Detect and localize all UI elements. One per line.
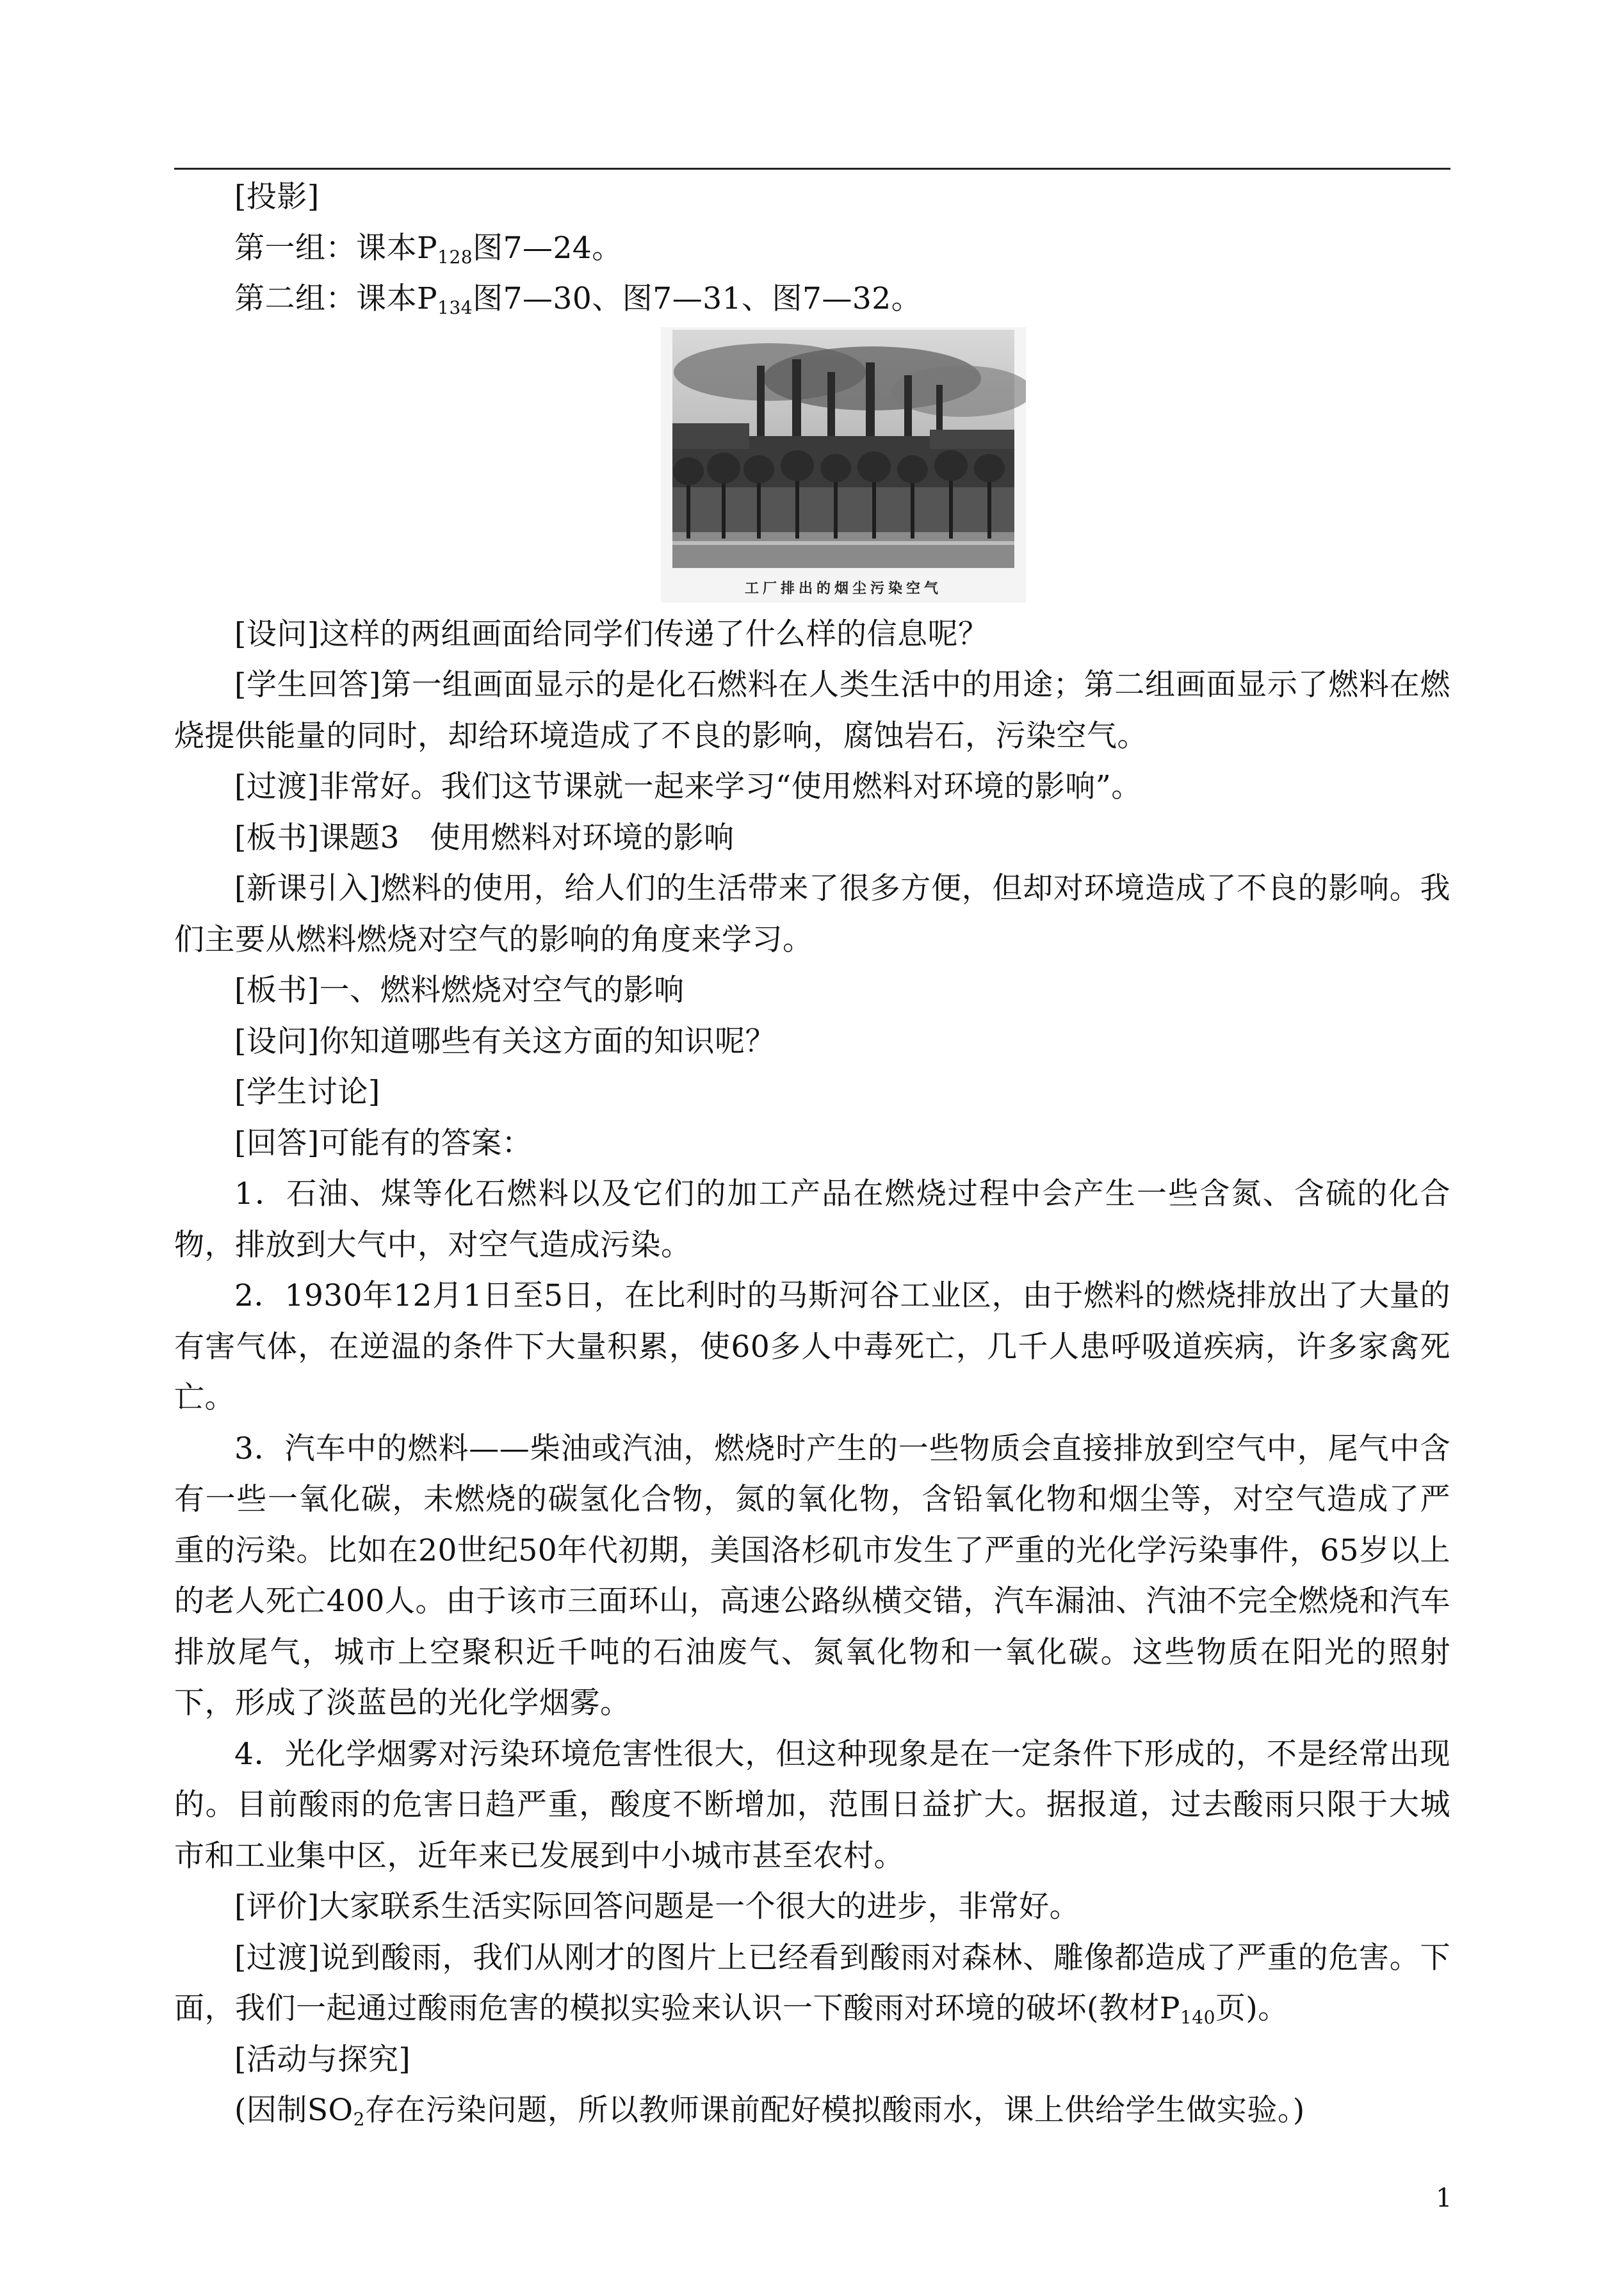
question-two-paragraph: [设问]你知道哪些有关这方面的知识呢？ — [234, 1023, 776, 1059]
header-rule — [174, 168, 1450, 170]
question-paragraph: [设问]这样的两组画面给同学们传递了什么样的信息呢？ — [234, 616, 989, 652]
group-two-line: 第二组：课本$P_{134}$图7—30、图7—31、图7—32。 — [234, 281, 922, 318]
student-answer-paragraph: [学生回答]第一组画面显示的是化石燃料在人类生活中的用途；第二组画面显示了燃料在燃烧提供能量的同时，却给环境造成了不良的影响，腐蚀岩石，污染空气。 — [174, 667, 1450, 754]
introduction-paragraph: [新课引入]燃料的使用，给人们的生活带来了很多方便，但却对环境造成了不良的影响。我们主要从燃料燃烧对空气的影响的角度来学习。 — [174, 871, 1450, 957]
answer-item-1: 1．石油、煤等化石燃料以及它们的加工产品在燃烧过程中会产生一些含氮、含硫的化合物，排放到大气中，对空气造成污染。 — [174, 1176, 1450, 1263]
note-paragraph: (因制$SO_2$存在污染问题，所以教师课前配好模拟酸雨水，课上供给学生做实验。) — [234, 2093, 1305, 2130]
answer-item-2: 2．1930年12月1日至5日，在比利时的马斯河谷工业区，由于燃料的燃烧排放出了大量的有害气体，在逆温的条件下大量积累，使60多人中毒死亡，几千人患呼吸道疾病，许多家禽死亡。 — [174, 1278, 1450, 1415]
transition-paragraph: [过渡]非常好。我们这节课就一起来学习“使用燃料对环境的影响”。 — [234, 769, 1142, 804]
activity-heading-paragraph: [活动与探究] — [234, 2041, 411, 2077]
answer-item-4: 4．光化学烟雾对污染环境危害性很大，但这种现象是在一定条件下形成的，不是经常出现的。目前酸雨的危害日趋严重，酸度不断增加，范围日益扩大。据报道，过去酸雨只限于大城市和工业集中区，近年来已发展到中小城市甚至农村。 — [174, 1736, 1450, 1874]
board-section-paragraph: [板书]一、燃料燃烧对空气的影响 — [234, 973, 685, 1008]
evaluation-paragraph: [评价]大家联系生活实际回答问题是一个很大的进步，非常好。 — [234, 1889, 1080, 1924]
answer-item-3: 3．汽车中的燃料——柴油或汽油，燃烧时产生的一些物质会直接排放到空气中，尾气中含有一些一氧化碳，未燃烧的碳氢化合物，氮的氧化物，含铅氧化物和烟尘等，对空气造成了严重的污染。比如在20世纪50年代初期，美国洛杉矶市发生了严重的光化学污染事件，65岁以上的老人死亡400人。由于该市三面环山，高速公路纵横交错，汽车漏油、汽油不完全燃烧和汽车排放尾气，城市上空聚积近千吨的石油废气、氮氧化物和一氧化碳。这些物质在阳光的照射下，形成了淡蓝邑的光化学烟雾。 — [174, 1431, 1450, 1721]
board-title-paragraph: [板书]课题3 使用燃料对环境的影响 — [234, 820, 735, 856]
projection-heading: [投影] — [234, 179, 320, 215]
acid-rain-transition-paragraph: [过渡]说到酸雨，我们从刚才的图片上已经看到酸雨对森林、雕像都造成了严重的危害。下面，我们一起通过酸雨危害的模拟实验来认识一下酸雨对环境的破坏(教材$P_{140}$页)。 — [174, 1940, 1450, 2028]
group-one-line: 第一组：课本$P_{128}$图7—24。 — [234, 230, 622, 268]
factory-smoke-photo — [661, 327, 1026, 603]
figure-caption: 工厂排出的烟尘污染空气 — [744, 580, 942, 597]
document-body — [174, 172, 1450, 2136]
page-number: 1 — [1436, 2184, 1452, 2213]
factory-smoke-illustration — [661, 327, 1026, 577]
figure-container — [174, 327, 1450, 609]
discussion-paragraph: [学生讨论] — [234, 1075, 380, 1110]
answer-heading-paragraph: [回答]可能有的答案： — [234, 1125, 533, 1161]
